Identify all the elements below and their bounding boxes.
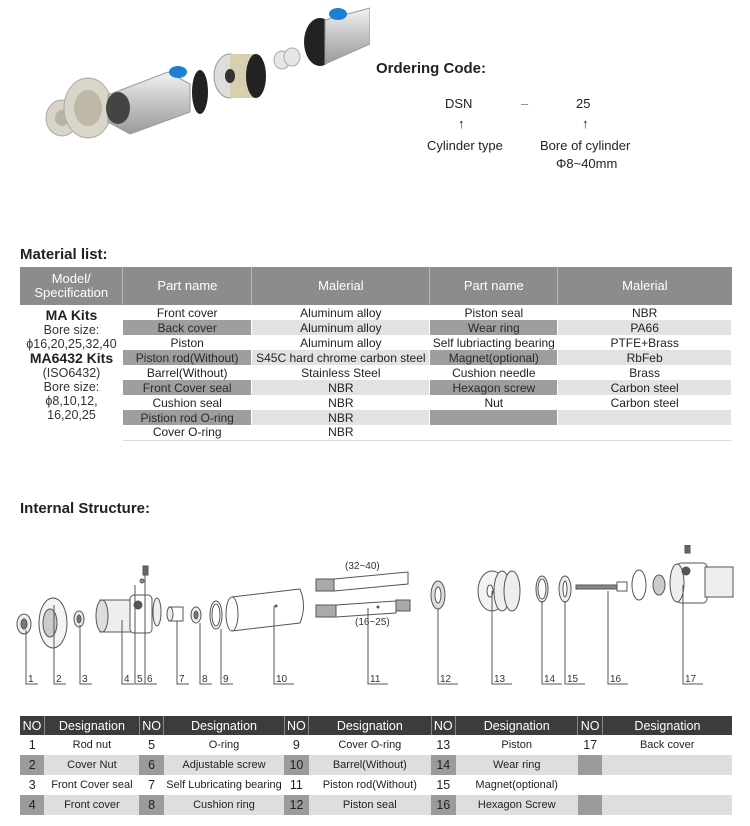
header-no: NO	[139, 716, 163, 735]
part-number: 11	[289, 778, 303, 792]
callout-number: 17	[685, 674, 697, 685]
part-number: 7	[148, 778, 156, 792]
material-row	[20, 395, 732, 410]
piston-icon	[214, 54, 266, 98]
header-designation: Designation	[602, 716, 732, 735]
material-row	[20, 365, 732, 380]
part-number: 14	[431, 755, 455, 775]
part-designation	[602, 795, 732, 815]
callout-number: 6	[147, 674, 153, 685]
part-12-piston-seal-icon	[431, 581, 445, 609]
part-name-cell: Cushion seal	[123, 395, 252, 410]
part-number	[578, 795, 602, 815]
ordering-code-title: Ordering Code:	[376, 60, 487, 77]
header-material: Malerial	[252, 267, 430, 305]
callout-number: 15	[567, 674, 579, 685]
part-8-cushion-ring-icon	[191, 607, 201, 623]
part-designation: O-ring	[208, 739, 240, 751]
part-designation: Front Cover seal	[51, 779, 133, 791]
callout-number: 1	[28, 674, 34, 685]
part-number: 13	[436, 738, 451, 752]
material-cell: NBR	[252, 410, 430, 425]
label-32-40: (32~40)	[345, 561, 380, 572]
part-name-cell: Piston rod(Without)	[123, 350, 252, 365]
code-separator: –	[521, 96, 529, 111]
material-cell: Aluminum alloy	[252, 335, 430, 350]
material-cell: RbFeb	[558, 350, 732, 365]
header-part-name-2: Part name	[430, 267, 558, 305]
callout-leader-line	[565, 601, 585, 684]
callout-number: 7	[179, 674, 185, 685]
material-cell	[558, 425, 732, 440]
spec-bore1-label: Bore size:	[43, 323, 100, 337]
callout-number: 5	[137, 674, 143, 685]
cover-nut-icon	[64, 78, 112, 138]
part-number: 6	[139, 755, 163, 775]
header-no: NO	[284, 716, 308, 735]
part-designation: Barrel(Without)	[309, 755, 431, 775]
material-list-title: Material list:	[20, 246, 108, 263]
part-designation: Piston seal	[309, 795, 431, 815]
product-photo	[40, 0, 370, 160]
designation-row	[20, 755, 732, 775]
material-cell: NBR	[252, 395, 430, 410]
part-number: 12	[284, 795, 308, 815]
part-name-cell: Wear ring	[430, 320, 558, 335]
part-7-bearing-icon	[167, 607, 183, 621]
part-4-front-cover-icon	[96, 595, 161, 633]
part-name-cell: Cushion needle	[430, 365, 558, 380]
material-row	[20, 350, 732, 365]
material-cell: S45C hard chrome carbon steel	[252, 350, 430, 365]
part-number: 4	[20, 795, 44, 815]
code-type: DSN	[445, 96, 473, 111]
part-designation: Piston	[501, 739, 532, 751]
spec-bore2-values-a: ϕ8,10,12,	[45, 394, 98, 408]
part-designation: Self Lubricating bearing	[166, 779, 282, 791]
part-9-cover-o-ring-icon	[210, 601, 222, 629]
part-name-cell: Self lubriacting bearing	[430, 335, 558, 350]
part-number: 16	[431, 795, 455, 815]
part-designation: Back cover	[639, 739, 695, 751]
header-no: NO	[578, 716, 602, 735]
part-designation: Hexagon Screw	[456, 795, 578, 815]
material-cell: NBR	[252, 380, 430, 395]
header-designation: Designation	[44, 716, 139, 735]
part-name-cell	[430, 410, 558, 425]
part-name-cell: Back cover	[123, 320, 252, 335]
material-row	[20, 305, 732, 320]
part-name-cell	[430, 425, 558, 440]
code-bore: 25	[576, 96, 591, 111]
part-designation	[602, 755, 732, 775]
spec-kit2-std: (ISO6432)	[42, 366, 101, 380]
part-11-piston-rod-icon	[316, 572, 410, 617]
part-designation: Rod nut	[72, 739, 112, 751]
callout-number: 8	[202, 674, 208, 685]
part-designation	[602, 775, 732, 795]
part-designation: Piston rod(Without)	[322, 779, 417, 791]
front-cover-icon	[106, 66, 208, 134]
material-cell: Carbon steel	[558, 395, 732, 410]
part-name-cell: Front cover	[123, 305, 252, 320]
material-cell: Aluminum alloy	[252, 305, 430, 320]
header-material-2: Malerial	[558, 267, 732, 305]
material-row	[20, 425, 732, 440]
callout-leader-line	[438, 609, 458, 684]
part-designation: Adjustable screw	[164, 755, 284, 775]
callout-leader-line	[274, 606, 294, 684]
material-cell: NBR	[252, 425, 430, 440]
part-number	[578, 775, 602, 795]
part-1-rod-nut-icon	[17, 614, 31, 634]
callout-number: 13	[494, 674, 506, 685]
part-name-cell: Barrel(Without)	[123, 365, 252, 380]
header-model-spec-label: Model/ Specification	[34, 270, 109, 300]
spec-bore2-label: Bore size:	[43, 380, 100, 394]
part-number: 8	[139, 795, 163, 815]
part-number: 17	[583, 738, 598, 752]
bore-label: Bore of cylinder	[540, 138, 631, 153]
part-10-barrel-icon	[226, 589, 304, 631]
part-designation: Front cover	[44, 795, 139, 815]
bore-range: Φ8~40mm	[556, 156, 618, 171]
spec-kit2: MA6432 Kits	[29, 350, 114, 366]
internal-structure-title: Internal Structure:	[20, 500, 151, 517]
part-name-cell: Front Cover seal	[123, 380, 252, 395]
arrow-up-icon: ↑	[582, 116, 589, 131]
material-table	[20, 267, 732, 441]
part-number: 3	[28, 778, 36, 792]
spec-bore1-values: ϕ16,20,25,32,40	[26, 337, 117, 351]
header-no: NO	[431, 716, 455, 735]
ordering-code	[415, 96, 655, 176]
callout-number: 4	[124, 674, 130, 685]
part-16-hexagon-screw-icon	[576, 582, 627, 591]
designation-row	[20, 795, 732, 815]
callout-number: 11	[370, 674, 381, 685]
part-name-cell: Nut	[430, 395, 558, 410]
part-name-cell: Cover O-ring	[123, 425, 252, 440]
callout-number: 14	[544, 674, 556, 685]
part-designation: Magnet(optional)	[475, 779, 558, 791]
cylinder-type-label: Cylinder type	[427, 138, 503, 153]
material-cell: PTFE+Brass	[558, 335, 732, 350]
designation-table	[20, 716, 732, 815]
part-6-adjustable-screw-icon	[143, 566, 148, 575]
part-number	[578, 755, 602, 775]
part-number: 9	[292, 738, 300, 752]
material-cell: NBR	[558, 305, 732, 320]
part-number: 5	[148, 738, 156, 752]
part-3-seal-icon	[74, 611, 84, 627]
material-cell: Brass	[558, 365, 732, 380]
material-cell: PA66	[558, 320, 732, 335]
part-designation: Cushion ring	[164, 795, 284, 815]
material-row	[20, 380, 732, 395]
part-designation: Wear ring	[456, 755, 578, 775]
material-row	[20, 320, 732, 335]
part-13-piston-icon	[478, 571, 520, 611]
label-16-25: (16~25)	[355, 617, 390, 628]
part-name-cell: Pistion rod O-ring	[123, 410, 252, 425]
material-cell	[558, 410, 732, 425]
header-part-name: Part name	[123, 267, 252, 305]
part-designation: Cover O-ring	[338, 739, 402, 751]
spec-kit1: MA Kits	[45, 307, 98, 323]
callout-number: 9	[223, 674, 229, 685]
material-header-row	[20, 267, 732, 305]
part-number: 10	[284, 755, 308, 775]
material-row	[20, 335, 732, 350]
part-name-cell: Magnet(optional)	[430, 350, 558, 365]
part-number: 15	[436, 778, 451, 792]
callout-leader-line	[608, 591, 628, 684]
back-cover-icon	[304, 8, 370, 66]
callout-number: 12	[440, 674, 452, 685]
arrow-up-icon: ↑	[458, 116, 465, 131]
header-model-spec	[20, 267, 123, 305]
material-cell: Carbon steel	[558, 380, 732, 395]
material-cell: Aluminum alloy	[252, 320, 430, 335]
part-name-cell: Piston seal	[430, 305, 558, 320]
callout-number: 10	[276, 674, 288, 685]
part-name-cell: Hexagon screw	[430, 380, 558, 395]
part-name-cell: Piston	[123, 335, 252, 350]
material-cell: Stainless Steel	[252, 365, 430, 380]
spec-bore2-values-b: 16,20,25	[47, 408, 96, 422]
part-number: 2	[20, 755, 44, 775]
header-no: NO	[20, 716, 44, 735]
nut-small-icon	[274, 48, 300, 69]
callout-number: 2	[56, 674, 62, 685]
header-designation: Designation	[164, 716, 284, 735]
designation-row	[20, 775, 732, 795]
callout-number: 3	[82, 674, 88, 685]
designation-header-row	[20, 716, 732, 735]
exploded-diagram	[12, 545, 747, 690]
part-5-o-ring-icon	[140, 579, 144, 583]
part-14-wear-ring-icon	[536, 576, 548, 602]
header-designation: Designation	[309, 716, 431, 735]
header-designation: Designation	[456, 716, 578, 735]
part-number: 1	[28, 738, 36, 752]
material-row	[20, 410, 732, 425]
model-spec-cell	[20, 305, 123, 440]
part-designation: Cover Nut	[44, 755, 139, 775]
designation-row	[20, 735, 732, 755]
callout-leader-line	[542, 601, 562, 684]
part-15-magnet-icon	[559, 576, 571, 602]
part-2-cover-nut-icon	[39, 598, 67, 648]
callout-number: 16	[610, 674, 622, 685]
